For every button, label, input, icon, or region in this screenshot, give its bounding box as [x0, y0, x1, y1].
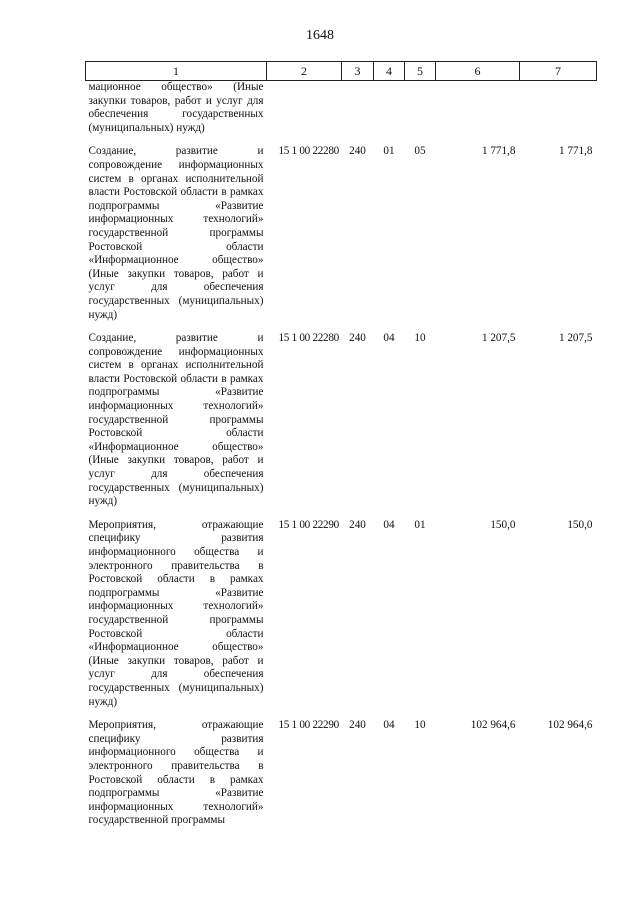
row-amount-col7: 1 771,8 — [558, 145, 593, 158]
row-description: Мероприятия, отражающие специфику развития информационного общества и электронного правительства в Ростовской области в рамках подпрограммы «Развитие информационных технологий» государственной программы — [88, 719, 264, 827]
table-row — [86, 81, 597, 142]
row-amount-col7 — [520, 81, 597, 142]
row-section: 01 — [383, 145, 395, 158]
row-amount-col7: 1 207,5 — [558, 332, 593, 345]
row-description: Мероприятия, отражающие специфику развития информационного общества и электронного правительства в Ростовской области в рамках подпрограммы «Развитие информационных технологий» государственной программы Ростовской области «Информационное общество» (Иные закупки товаров, работ и услуг для обеспечения государственных (муниципальных) нужд) — [88, 518, 264, 708]
column-header: 4 — [374, 62, 405, 81]
row-subsection: 10 — [414, 719, 426, 732]
row-amount-col6: 150,0 — [490, 518, 516, 531]
row-target-code: 15 1 00 22290 — [278, 518, 339, 531]
row-subsection — [405, 81, 436, 142]
column-header: 1 — [86, 62, 267, 81]
row-target-code: 15 1 00 22280 — [278, 145, 339, 158]
row-section: 04 — [383, 332, 395, 345]
column-header: 3 — [342, 62, 374, 81]
table-row — [86, 328, 597, 515]
row-description: Создание, развитие и сопровождение информационных систем в органах исполнительной власти Ростовской области в рамках подпрограммы «Развитие информационных технологий» государственной программы Ростовской области «Информационное общество» (Иные закупки товаров, работ и услуг для обеспечения государственных (муниципальных) нужд) — [88, 145, 264, 321]
row-expense-type: 240 — [349, 518, 366, 531]
column-header: 5 — [405, 62, 436, 81]
column-header: 2 — [267, 62, 342, 81]
row-subsection: 01 — [414, 518, 426, 531]
row-expense-type: 240 — [349, 332, 366, 345]
column-header: 7 — [520, 62, 597, 81]
page-number: 1648 — [306, 28, 334, 43]
row-amount-col6: 102 964,6 — [470, 719, 516, 732]
row-amount-col6: 1 771,8 — [481, 145, 516, 158]
row-expense-type: 240 — [349, 145, 366, 158]
row-description: Создание, развитие и сопровождение информационных систем в органах исполнительной власти Ростовской области в рамках подпрограммы «Развитие информационных технологий» государственной программы Ростовской области «Информационное общество» (Иные закупки товаров, работ и услуг для обеспечения государственных (муниципальных) нужд) — [88, 332, 264, 508]
row-section: 04 — [383, 518, 395, 531]
row-target-code — [267, 81, 342, 142]
row-subsection: 10 — [414, 332, 426, 345]
row-target-code: 15 1 00 22290 — [278, 719, 339, 732]
row-amount-col7: 150,0 — [567, 518, 593, 531]
row-amount-col6 — [436, 81, 520, 142]
row-expense-type — [342, 81, 374, 142]
budget-table — [85, 61, 597, 834]
table-row — [86, 141, 597, 328]
column-header: 6 — [436, 62, 520, 81]
row-section — [374, 81, 405, 142]
table-row — [86, 515, 597, 715]
row-section: 04 — [383, 719, 395, 732]
table-header — [86, 62, 597, 81]
row-target-code: 15 1 00 22280 — [278, 332, 339, 345]
row-amount-col7: 102 964,6 — [547, 719, 593, 732]
row-subsection: 05 — [414, 145, 426, 158]
table-row — [86, 715, 597, 834]
row-amount-col6: 1 207,5 — [481, 332, 516, 345]
row-expense-type: 240 — [349, 719, 366, 732]
row-description: мационное общество» (Иные закупки товаров, работ и услуг для обеспечения государственных (муниципальных) нужд) — [88, 81, 264, 134]
